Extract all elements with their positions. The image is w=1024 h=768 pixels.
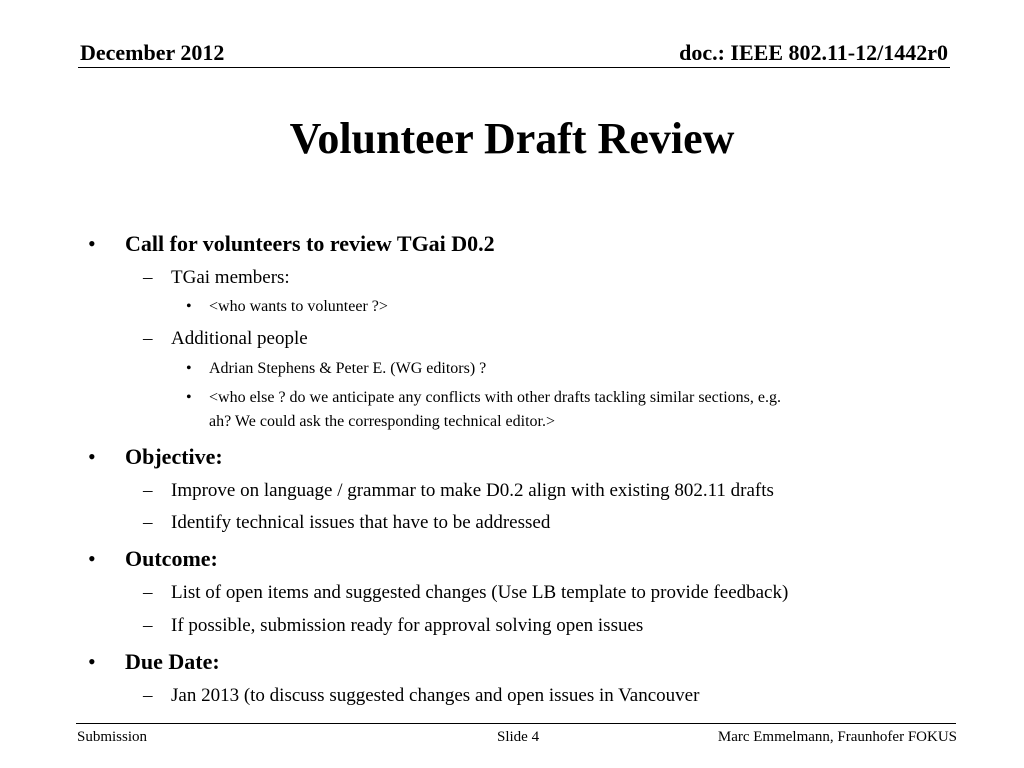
- bullet-marker: •: [88, 444, 96, 469]
- footer-divider: [76, 723, 956, 724]
- header-doc-id: doc.: IEEE 802.11-12/1442r0: [679, 40, 948, 65]
- sub-bullet-text: List of open items and suggested changes (Use LB template to provide feedback): [171, 582, 789, 603]
- dash-marker: –: [143, 685, 153, 706]
- bullet-marker: •: [88, 649, 96, 674]
- bullet-marker: •: [88, 546, 96, 571]
- bullet-text: Due Date:: [125, 649, 220, 674]
- dash-marker: –: [143, 512, 153, 533]
- sub-bullet-text: Improve on language / grammar to make D0.2 align with existing 802.11 drafts: [171, 480, 774, 501]
- sub-sub-bullet-text: Adrian Stephens & Peter E. (WG editors) ?: [209, 360, 487, 377]
- footer-submission: Submission: [77, 729, 148, 745]
- bullet-marker: •: [186, 360, 192, 377]
- dash-marker: –: [143, 582, 153, 603]
- bullet-marker: •: [186, 389, 192, 406]
- footer-author: Marc Emmelmann, Fraunhofer FOKUS: [717, 729, 957, 745]
- sub-bullet-text: If possible, submission ready for approval solving open issues: [171, 615, 644, 636]
- sub-sub-bullet-text: <who wants to volunteer ?>: [209, 298, 388, 315]
- dash-marker: –: [143, 480, 153, 501]
- bullet-marker: •: [88, 231, 96, 256]
- dash-marker: –: [143, 328, 153, 349]
- sub-bullet-text: Identify technical issues that have to be addressed: [171, 512, 551, 533]
- header-date: December 2012: [80, 40, 225, 65]
- sub-sub-bullet-text: <who else ? do we anticipate any conflicts with other drafts tackling similar sections, e.g.: [209, 389, 781, 406]
- slide-title: Volunteer Draft Review: [289, 114, 735, 163]
- bullet-text: Outcome:: [125, 546, 218, 571]
- bullet-text: Objective:: [125, 444, 223, 469]
- header-divider: [78, 67, 950, 68]
- sub-bullet-text: Additional people: [171, 328, 308, 349]
- dash-marker: –: [143, 267, 153, 288]
- bullet-marker: •: [186, 298, 192, 315]
- sub-bullet-text: TGai members:: [171, 267, 290, 288]
- sub-bullet-text: Jan 2013 (to discuss suggested changes and open issues in Vancouver: [171, 685, 700, 706]
- sub-sub-bullet-text: ah? We could ask the corresponding technical editor.>: [209, 413, 555, 430]
- bullet-text: Call for volunteers to review TGai D0.2: [125, 231, 495, 256]
- dash-marker: –: [143, 615, 153, 636]
- footer-slide-number: Slide 4: [497, 729, 540, 745]
